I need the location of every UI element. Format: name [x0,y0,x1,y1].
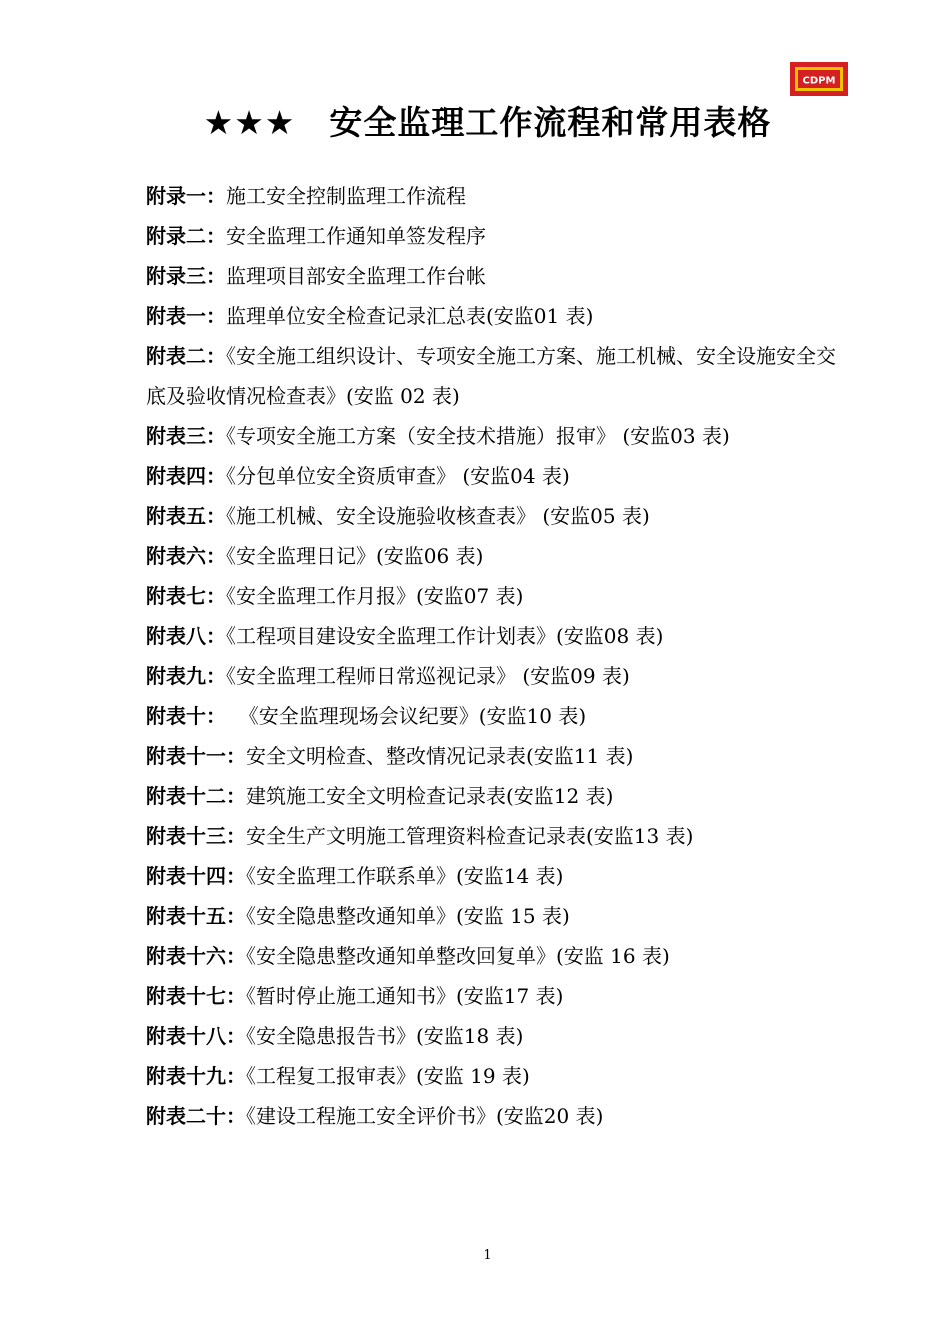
item-text: 《施工机械、安全设施验收核查表》 (安监05 表) [226,504,650,528]
item-text: 《安全监理日记》(安监06 表) [226,544,484,568]
list-item-table-15 [146,896,846,936]
list-item-appendix-2 [146,216,846,256]
item-text: 《安全隐患报告书》(安监18 表) [246,1024,524,1048]
item-text: 《安全隐患整改通知单》(安监 15 表) [246,904,570,928]
list-item-table-9 [146,656,846,696]
item-label: 附表十： [146,704,226,728]
item-label: 附表九： [146,664,226,688]
item-text: 建筑施工安全文明检查记录表(安监12 表) [246,784,614,808]
item-label: 附表四： [146,464,226,488]
item-label: 附表十九： [146,1064,246,1088]
list-item-table-1 [146,296,846,336]
item-label: 附表十三： [146,824,246,848]
item-label: 附表二十： [146,1104,246,1128]
item-label: 附表十五： [146,904,246,928]
item-label: 附表三： [146,424,226,448]
item-label: 附表二： [146,344,226,368]
item-label: 附录二： [146,224,226,248]
item-text: 《建设工程施工安全评价书》(安监20 表) [246,1104,604,1128]
item-text: 安全生产文明施工管理资料检查记录表(安监13 表) [246,824,694,848]
item-label: 附录三： [146,264,226,288]
company-logo [790,62,848,96]
item-text: 安全文明检查、整改情况记录表(安监11 表) [246,744,634,768]
list-item-table-16 [146,936,846,976]
item-label: 附表十六： [146,944,246,968]
list-item-table-4 [146,456,846,496]
list-item-table-11 [146,736,846,776]
item-label: 附表一： [146,304,226,328]
title-text: 安全监理工作流程和常用表格 [329,103,772,142]
item-label: 附表十八： [146,1024,246,1048]
item-text: 《安全监理工作联系单》(安监14 表) [246,864,564,888]
item-text: 《工程项目建设安全监理工作计划表》(安监08 表) [226,624,664,648]
item-text: 《暂时停止施工通知书》(安监17 表) [246,984,564,1008]
list-item-table-17 [146,976,846,1016]
item-label: 附表十二： [146,784,246,808]
list-item-appendix-3 [146,256,846,296]
list-item-table-20 [146,1096,846,1136]
item-text: 施工安全控制监理工作流程 [226,184,466,208]
item-label: 附表十一： [146,744,246,768]
list-item-table-8 [146,616,846,656]
title-stars: ★★★ [203,103,296,142]
list-item-appendix-1 [146,176,846,216]
list-item-table-14 [146,856,846,896]
item-label: 附表七： [146,584,226,608]
item-text: 《安全监理现场会议纪要》(安监10 表) [226,704,587,728]
item-text: 《安全施工组织设计、专项安全施工方案、施工机械、安全设施安全交底及验收情况检查表》(安监 02 表) [146,344,836,408]
item-label: 附表十四： [146,864,246,888]
item-label: 附表八： [146,624,226,648]
item-label: 附表十七： [146,984,246,1008]
item-label: 附表五： [146,504,226,528]
page-title [0,100,950,146]
item-label: 附录一： [146,184,226,208]
list-item-table-3 [146,416,846,456]
item-text: 监理项目部安全监理工作台帐 [226,264,486,288]
item-label: 附表六： [146,544,226,568]
list-item-table-5 [146,496,846,536]
item-text: 《专项安全施工方案（安全技术措施）报审》 (安监03 表) [226,424,730,448]
list-item-table-18 [146,1016,846,1056]
item-text: 监理单位安全检查记录汇总表(安监01 表) [226,304,594,328]
item-text: 安全监理工作通知单签发程序 [226,224,486,248]
list-item-table-10 [146,696,846,736]
list-item-table-12 [146,776,846,816]
logo-text: CDPM [802,75,836,87]
list-item-table-6 [146,536,846,576]
page-number: 1 [483,1248,492,1263]
list-item-table-13 [146,816,846,856]
list-item-table-2 [146,336,846,416]
appendix-list [146,176,846,1136]
list-item-table-19 [146,1056,846,1096]
list-item-table-7 [146,576,846,616]
item-text: 《安全隐患整改通知单整改回复单》(安监 16 表) [246,944,670,968]
item-text: 《分包单位安全资质审查》 (安监04 表) [226,464,570,488]
item-text: 《安全监理工程师日常巡视记录》 (安监09 表) [226,664,630,688]
item-text: 《安全监理工作月报》(安监07 表) [226,584,524,608]
item-text: 《工程复工报审表》(安监 19 表) [246,1064,530,1088]
